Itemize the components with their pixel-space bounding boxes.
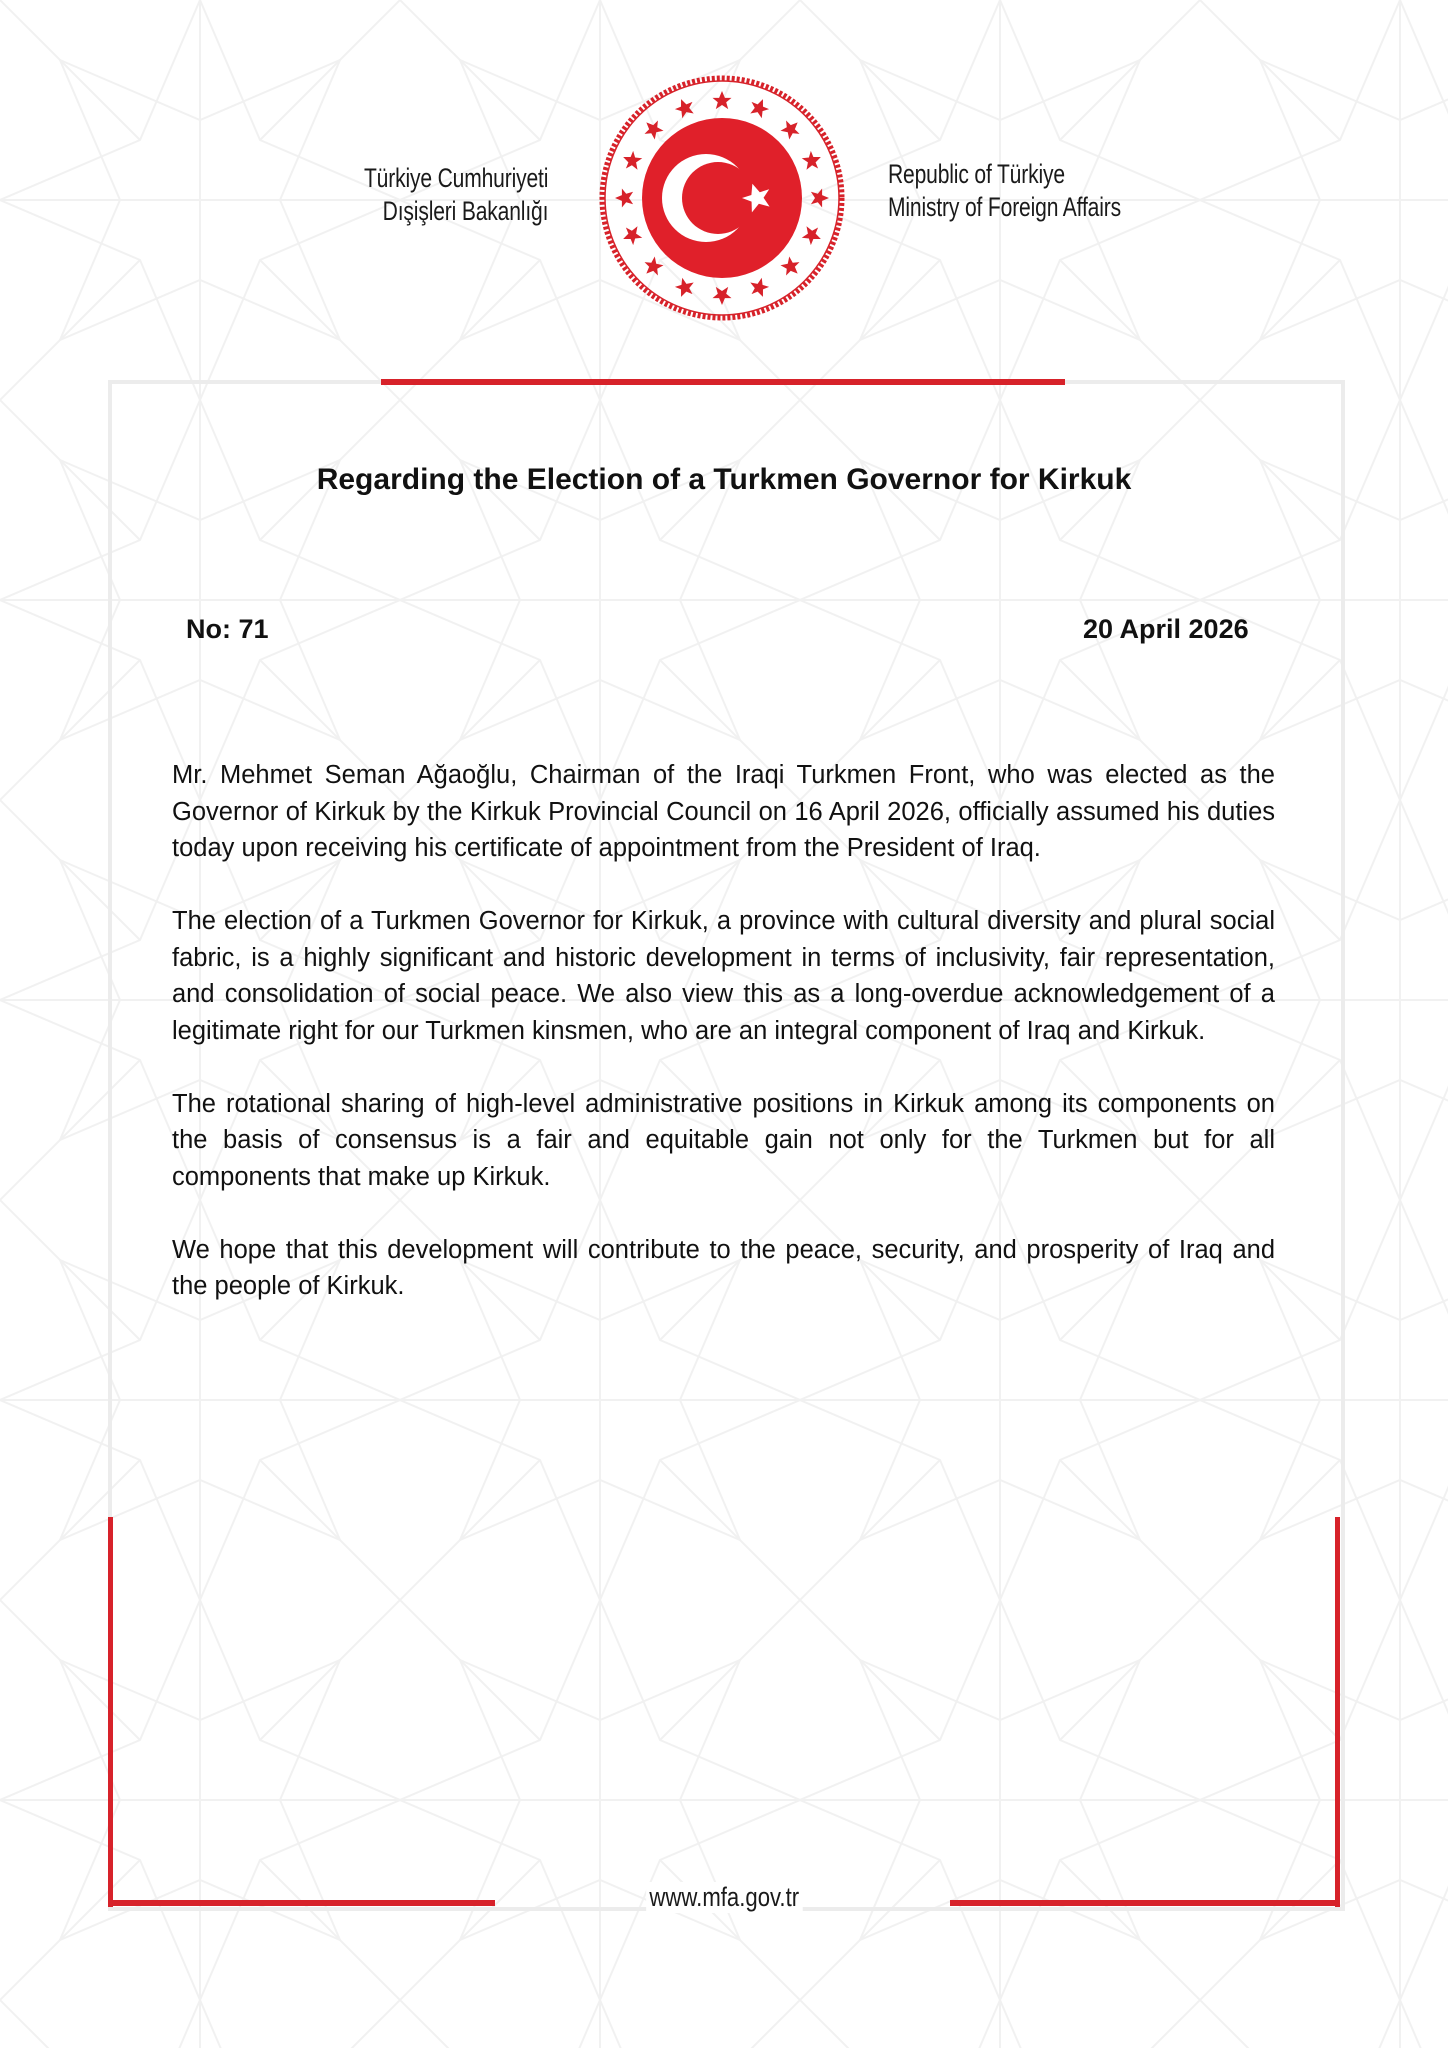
- paragraph-1: Mr. Mehmet Seman Ağaoğlu, Chairman of the Iraqi Turkmen Front, who was elected as the Governor of Kirkuk by the Kirkuk Provincial Council on 16 April 2026, officially assumed his duties today upon receiving his certificate of appointment from the President of Iraq.: [172, 761, 1275, 862]
- right-corner-bracket-vertical: [1335, 1517, 1340, 1907]
- document-title: Regarding the Election of a Turkmen Governor for Kirkuk: [316, 463, 1132, 496]
- turkish-mfa-emblem-icon: [598, 74, 846, 322]
- footer: [0, 1882, 1448, 1913]
- header-english-name: [888, 158, 1121, 224]
- header-right-line2: Ministry of Foreign Affairs: [888, 192, 1122, 222]
- paragraph-2: The election of a Turkmen Governor for Kirkuk, a province with cultural diversity and plural social fabric, is a highly significant and historic development in terms of inclusivity, fair representation, and consolidation of social peace. We also view this as a long-overdue acknowledgement of a legitimate right for our Turkmen kinsmen, who are an integral component of Iraq and Kirkuk.: [172, 907, 1275, 1045]
- paragraph-4: We hope that this development will contribute to the peace, security, and prosperity of Iraq and the people of Kirkuk.: [172, 1235, 1275, 1300]
- top-accent-bar: [381, 379, 1065, 385]
- left-corner-bracket-horizontal: [108, 1900, 495, 1906]
- header-turkish-name: [364, 162, 548, 228]
- document-date: 20 April 2026: [1083, 614, 1249, 644]
- left-corner-bracket-vertical: [108, 1517, 113, 1907]
- header-left-line2: Dışişleri Bakanlığı: [382, 196, 548, 226]
- document-body: [172, 757, 1275, 1341]
- website-link[interactable]: www.mfa.gov.tr: [646, 1882, 802, 1913]
- document-number: No: 71: [186, 614, 269, 644]
- right-corner-bracket-horizontal: [950, 1900, 1340, 1906]
- header-right-line1: Republic of Türkiye: [888, 159, 1065, 189]
- header-left-line1: Türkiye Cumhuriyeti: [363, 163, 548, 193]
- paragraph-3: The rotational sharing of high-level administrative positions in Kirkuk among its components on the basis of consensus is a fair and equitable gain not only for the Turkmen but for all components that make up Kirkuk.: [172, 1089, 1275, 1191]
